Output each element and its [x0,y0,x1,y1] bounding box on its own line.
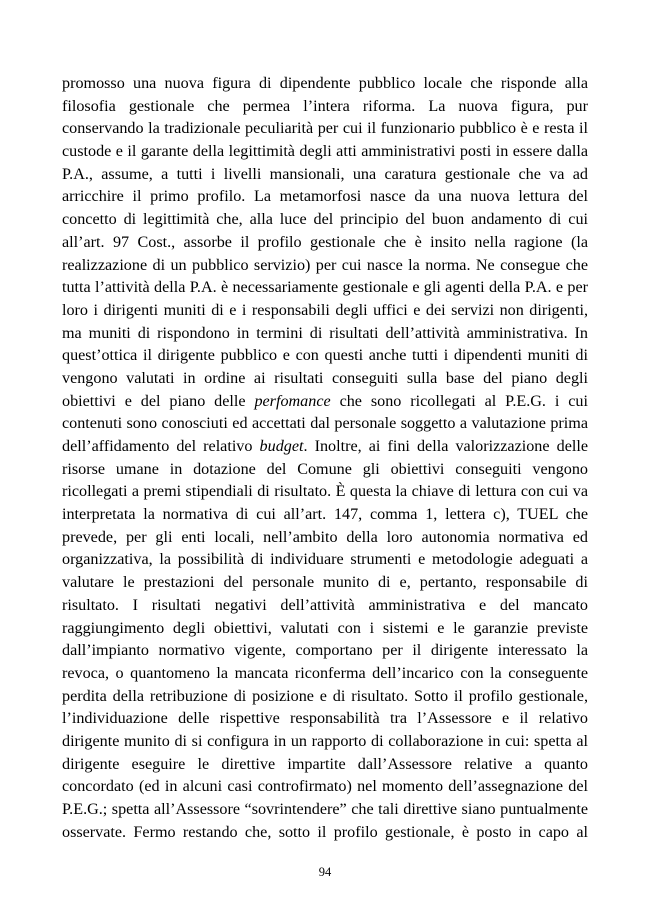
text-line: risultato. I risultati negativi dell’attività amministrativa e del mancato [62,596,588,614]
text-line: raggiungimento degli obiettivi, valutati con i sistemi e le garanzie previste [62,619,588,637]
text-segment: obiettivi e del piano delle [62,392,255,410]
text-line: P.E.G.; spetta all’Assessore “sovrintendere” che tali direttive siano puntualmente [62,801,588,818]
text-line: risorse umane in dotazione del Comune gli obiettivi conseguiti vengono [62,460,588,478]
text-line: osservate. Fermo restando che, sotto il profilo gestionale, è posto in capo al [62,823,588,841]
text-line: tutta l’attività della P.A. è necessariamente gestionale e gli agenti della P.A. e per [62,279,588,297]
text-line-with-italic [62,391,588,414]
text-line: dirigente eseguire le direttive impartite dall’Assessore relative a quanto [62,755,588,773]
text-line: contenuti sono conosciuti ed accettati dal personale soggetto a valutazione prima [62,415,588,433]
text-line: filosofia gestionale che permea l’intera riforma. La nuova figura, pur [62,97,588,115]
text-line: ma muniti di rispondono in termini di risultati dell’attività amministrativa. In [62,324,588,342]
text-line: interpretata la normativa di cui all’art. 147, comma 1, lettera c), TUEL che [62,506,588,524]
text-line: realizzazione di un pubblico servizio) per cui nasce la norma. Ne consegue che [62,256,588,274]
text-line: dall’impianto normativo vigente, comportano per il dirigente interessato la [62,642,588,660]
text-line: concordato (ed in alcuni casi controfirmato) nel momento dell’assegnazione del [62,778,588,796]
text-line: all’art. 97 Cost., assorbe il profilo gestionale che è insito nella ragione (la [62,233,588,251]
text-line: concetto di legittimità che, alla luce del principio del buon andamento di cui [62,211,588,229]
text-line: loro i dirigenti muniti di e i responsabili degli uffici e dei servizi non dirigenti, [62,301,588,319]
text-line: prevede, per gli enti locali, nell’ambito della loro autonomia normativa ed [62,528,588,546]
text-line: l’individuazione delle rispettive responsabilità tra l’Assessore e il relativo [62,710,588,728]
text-line: organizzativa, la possibilità di individuare strumenti e metodologie adeguati a [62,551,588,569]
text-line: revoca, o quantomeno la mancata riconferma dell’incarico con la conseguente [62,664,588,682]
text-line: valutare le prestazioni del personale munito di e, pertanto, responsabile di [62,574,588,592]
text-line: vengono valutati in ordine ai risultati conseguiti sulla base del piano degli [62,369,588,387]
text-segment: che sono ricollegati al P.E.G. i cui [330,392,588,410]
text-line: perdita della retribuzione di posizione e di risultato. Sotto il profilo gestionale, [62,687,588,705]
text-segment: dell’affidamento del relativo [62,438,260,455]
text-line: arricchire il primo profilo. La metamorfosi nasce da una nuova lettura del [62,188,588,206]
page-number: 94 [318,865,332,879]
text-line: ricollegati a premi stipendiali di risultato. È questa la chiave di lettura con cui va [62,483,588,501]
text-line: P.A., assume, a tutti i livelli mansionali, una caratura gestionale che va ad [62,165,588,183]
text-line-with-italic [62,436,588,459]
text-line: quest’ottica il dirigente pubblico e con questi anche tutti i dipendenti muniti di [62,347,588,365]
text-line: custode e il garante della legittimità degli atti amministrativi posti in essere dalla [62,143,588,161]
text-line: promosso una nuova figura di dipendente pubblico locale che risponde alla [62,75,588,92]
document-body [62,73,588,844]
text-line: dirigente munito di si configura in un rapporto di collaborazione in cui: spetta al [62,732,588,750]
text-line: conservando la tradizionale peculiarità per cui il funzionario pubblico è e resta il [62,120,588,138]
italic-term: perfomance [254,392,331,410]
text-segment: . Inoltre, ai fini della valorizzazione delle [303,438,588,455]
italic-term: budget [259,438,304,455]
